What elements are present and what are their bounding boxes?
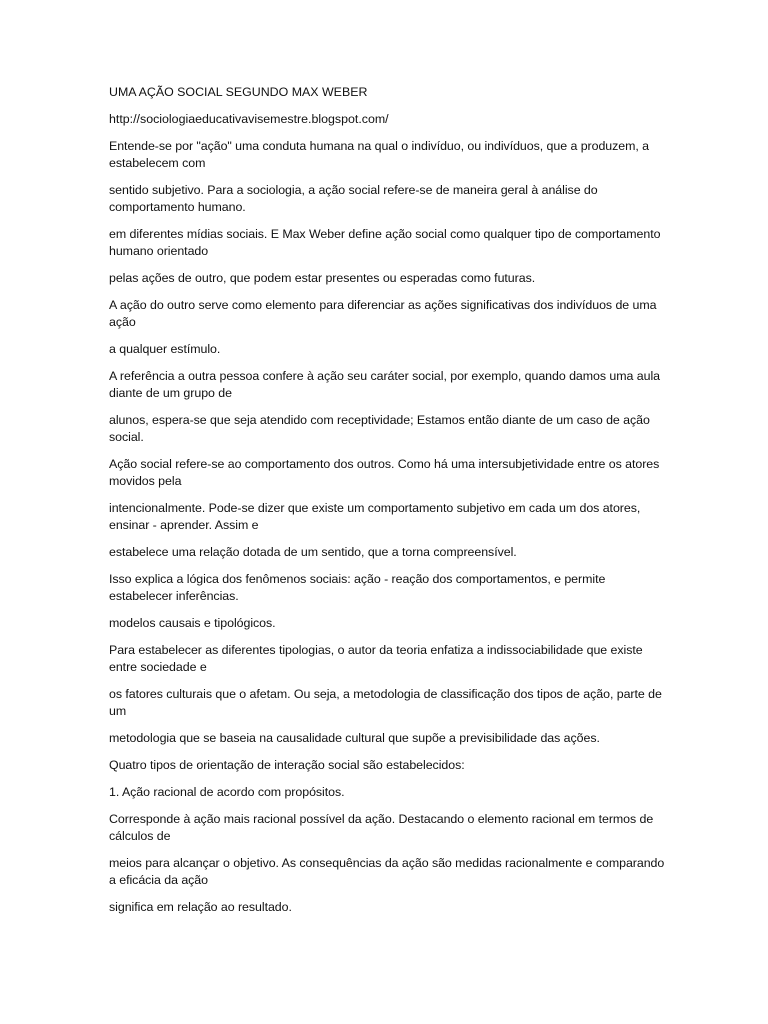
paragraph-6: a qualquer estímulo. xyxy=(109,342,221,356)
paragraph-5: A ação do outro serve como elemento para diferenciar as ações significativas dos indivíduos de uma ação xyxy=(109,298,657,329)
paragraph-10: intencionalmente. Pode-se dizer que existe um comportamento subjetivo em cada um dos atores, ensinar - aprender. Assim e xyxy=(109,501,641,532)
paragraph-18: 1. Ação racional de acordo com propósitos. xyxy=(109,785,345,799)
paragraph-4: pelas ações de outro, que podem estar presentes ou esperadas como futuras. xyxy=(109,271,536,285)
paragraph-11: estabelece uma relação dotada de um sentido, que a torna compreensível. xyxy=(109,545,517,559)
paragraph-14: Para estabelecer as diferentes tipologias, o autor da teoria enfatiza a indissociabilidade que existe entre sociedade e xyxy=(109,643,643,674)
paragraph-9: Ação social refere-se ao comportamento dos outros. Como há uma intersubjetividade entre os atores movidos pela xyxy=(109,457,660,488)
paragraph-21: significa em relação ao resultado. xyxy=(109,900,292,914)
paragraph-7: A referência a outra pessoa confere à ação seu caráter social, por exemplo, quando damos uma aula diante de um grupo de xyxy=(109,369,660,400)
document-body xyxy=(109,84,669,926)
paragraph-16: metodologia que se baseia na causalidade cultural que supõe a previsibilidade das ações. xyxy=(109,731,600,745)
paragraph-8: alunos, espera-se que seja atendido com receptividade; Estamos então diante de um caso de ação social. xyxy=(109,413,650,444)
paragraph-19: Corresponde à ação mais racional possível da ação. Destacando o elemento racional em termos de cálculos de xyxy=(109,812,654,843)
paragraph-20: meios para alcançar o objetivo. As consequências da ação são medidas racionalmente e comparando a eficácia da ação xyxy=(109,856,665,887)
paragraph-12: Isso explica a lógica dos fenômenos sociais: ação - reação dos comportamentos, e permite estabelecer inferências. xyxy=(109,572,606,603)
document-title: UMA AÇÃO SOCIAL SEGUNDO MAX WEBER xyxy=(109,85,368,99)
paragraph-15: os fatores culturais que o afetam. Ou seja, a metodologia de classificação dos tipos de ação, parte de um xyxy=(109,687,662,718)
paragraph-17: Quatro tipos de orientação de interação social são estabelecidos: xyxy=(109,758,465,772)
paragraph-2: sentido subjetivo. Para a sociologia, a ação social refere-se de maneira geral à análise do comportamento humano. xyxy=(109,183,598,214)
paragraph-3: em diferentes mídias sociais. E Max Weber define ação social como qualquer tipo de comportamento humano orientado xyxy=(109,227,661,258)
paragraph-13: modelos causais e tipológicos. xyxy=(109,616,276,630)
paragraph-1: Entende-se por "ação" uma conduta humana na qual o indivíduo, ou indivíduos, que a produzem, a estabelecem com xyxy=(109,139,650,170)
source-url: http://sociologiaeducativavisemestre.blogspot.com/ xyxy=(109,112,389,126)
